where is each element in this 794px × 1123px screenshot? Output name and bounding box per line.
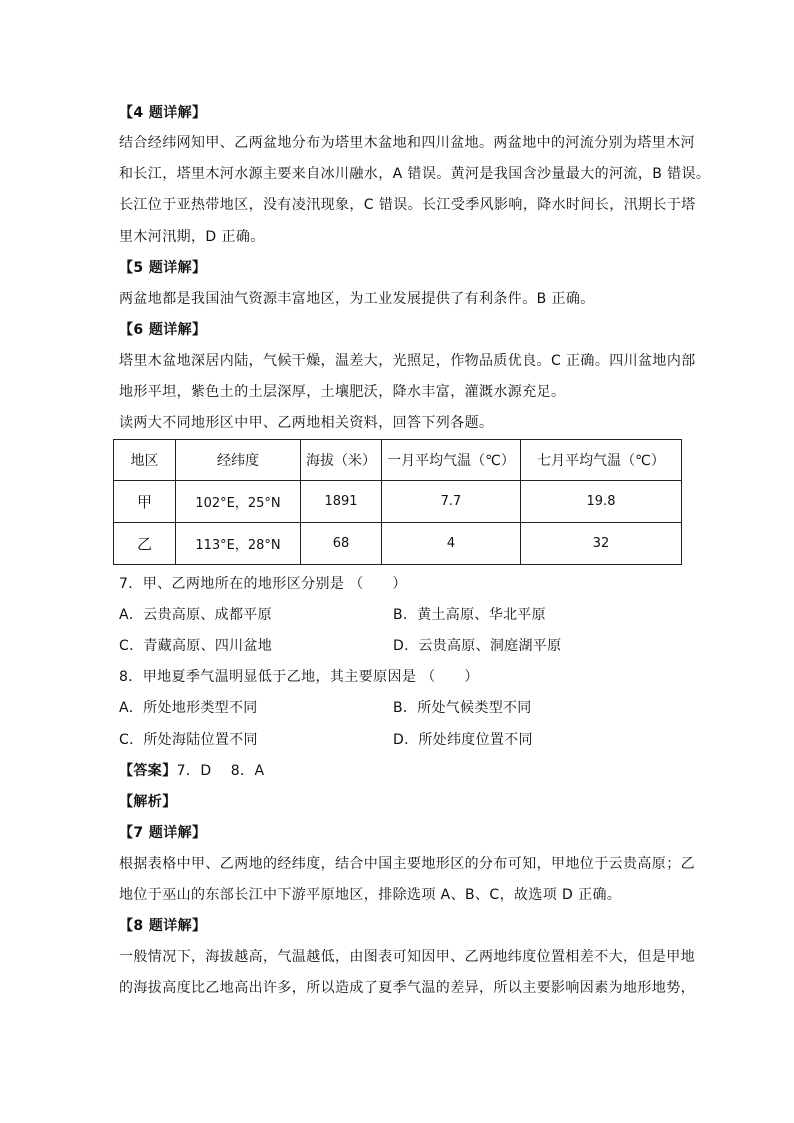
answer-label: 【答案】	[119, 763, 177, 779]
table-header-cell: 一月平均气温（℃）	[382, 440, 521, 481]
table-cell: 102°E，25°N	[176, 481, 301, 523]
table-cell: 甲	[114, 481, 176, 523]
q4-line-1: 结合经纬网知甲、乙两盆地分布为塔里木盆地和四川盆地。两盆地中的河流分别为塔里木河	[119, 135, 695, 151]
q5-line-1: 两盆地都是我国油气资源丰富地区，为工业发展提供了有利条件。B 正确。	[119, 291, 595, 307]
table-header-cell: 七月平均气温（℃）	[521, 440, 682, 481]
table-cell: 113°E，28°N	[176, 523, 301, 565]
answer-text: 7．D 8．A	[176, 763, 265, 779]
q4-line-2: 和长江，塔里木河水源主要来自冰川融水，A 错误。黄河是我国含沙量最大的河流，B 错误。	[119, 166, 711, 182]
q6-line-2: 地形平坦，紫色土的土层深厚，土壤肥沃，降水丰富，灌溉水源充足。	[119, 384, 566, 400]
table-header-cell: 地区	[114, 440, 176, 481]
q7-option-a: A．云贵高原、成都平原	[119, 607, 272, 623]
table-header-cell: 海拔（米）	[301, 440, 382, 481]
q7-analysis-line-2: 地位于巫山的东部长江中下游平原地区，排除选项 A、B、C，故选项 D 正确。	[119, 887, 622, 903]
q7-option-b: B．黄土高原、华北平原	[393, 607, 546, 623]
table-cell: 4	[382, 523, 521, 565]
table-header-row	[114, 440, 682, 481]
q8-analysis-heading: 【8 题详解】	[119, 918, 207, 934]
q7-analysis-line-1: 根据表格中甲、乙两地的经纬度，结合中国主要地形区的分布可知，甲地位于云贵高原；乙	[119, 856, 695, 872]
q8-stem: 8．甲地夏季气温明显低于乙地，其主要原因是 （ ）	[119, 669, 479, 685]
table-cell: 乙	[114, 523, 176, 565]
table-header-cell: 经纬度	[176, 440, 301, 481]
q8-option-a: A．所处地形类型不同	[119, 700, 258, 716]
q5-heading: 【5 题详解】	[119, 260, 207, 276]
table-cell: 19.8	[521, 481, 682, 523]
table-cell: 32	[521, 523, 682, 565]
q8-analysis-line-2: 的海拔高度比乙地高出许多，所以造成了夏季气温的差异，所以主要影响因素为地形地势，	[119, 980, 695, 996]
table-row	[114, 481, 682, 523]
analysis-label: 【解析】	[119, 794, 177, 810]
q8-option-c: C．所处海陆位置不同	[119, 732, 258, 748]
q8-option-d: D．所处纬度位置不同	[393, 732, 533, 748]
q7-option-c: C．青藏高原、四川盆地	[119, 638, 273, 654]
q6-line-1: 塔里木盆地深居内陆，气候干燥，温差大，光照足，作物品质优良。C 正确。四川盆地内部	[119, 353, 696, 369]
intro-text: 读两大不同地形区中甲、乙两地相关资料，回答下列各题。	[119, 415, 494, 431]
table-cell: 1891	[301, 481, 382, 523]
q6-heading: 【6 题详解】	[119, 322, 207, 338]
q4-heading: 【4 题详解】	[119, 105, 207, 121]
q7-analysis-heading: 【7 题详解】	[119, 825, 207, 841]
q8-option-b: B．所处气候类型不同	[393, 700, 532, 716]
table-row	[114, 523, 682, 565]
q8-analysis-line-1: 一般情况下，海拔越高，气温越低，由图表可知因甲、乙两地纬度位置相差不大，但是甲地	[119, 949, 695, 965]
q4-line-3: 长江位于亚热带地区，没有凌汛现象，C 错误。长江受季风影响，降水时间长，汛期长于塔	[119, 197, 696, 213]
q7-option-d: D．云贵高原、洞庭湖平原	[393, 638, 562, 654]
q7-stem: 7．甲、乙两地所在的地形区分别是 （ ）	[119, 576, 407, 592]
table-cell: 68	[301, 523, 382, 565]
data-table	[113, 439, 682, 565]
answer-line	[119, 762, 264, 780]
table-cell: 7.7	[382, 481, 521, 523]
q4-line-4: 里木河汛期，D 正确。	[119, 229, 265, 245]
